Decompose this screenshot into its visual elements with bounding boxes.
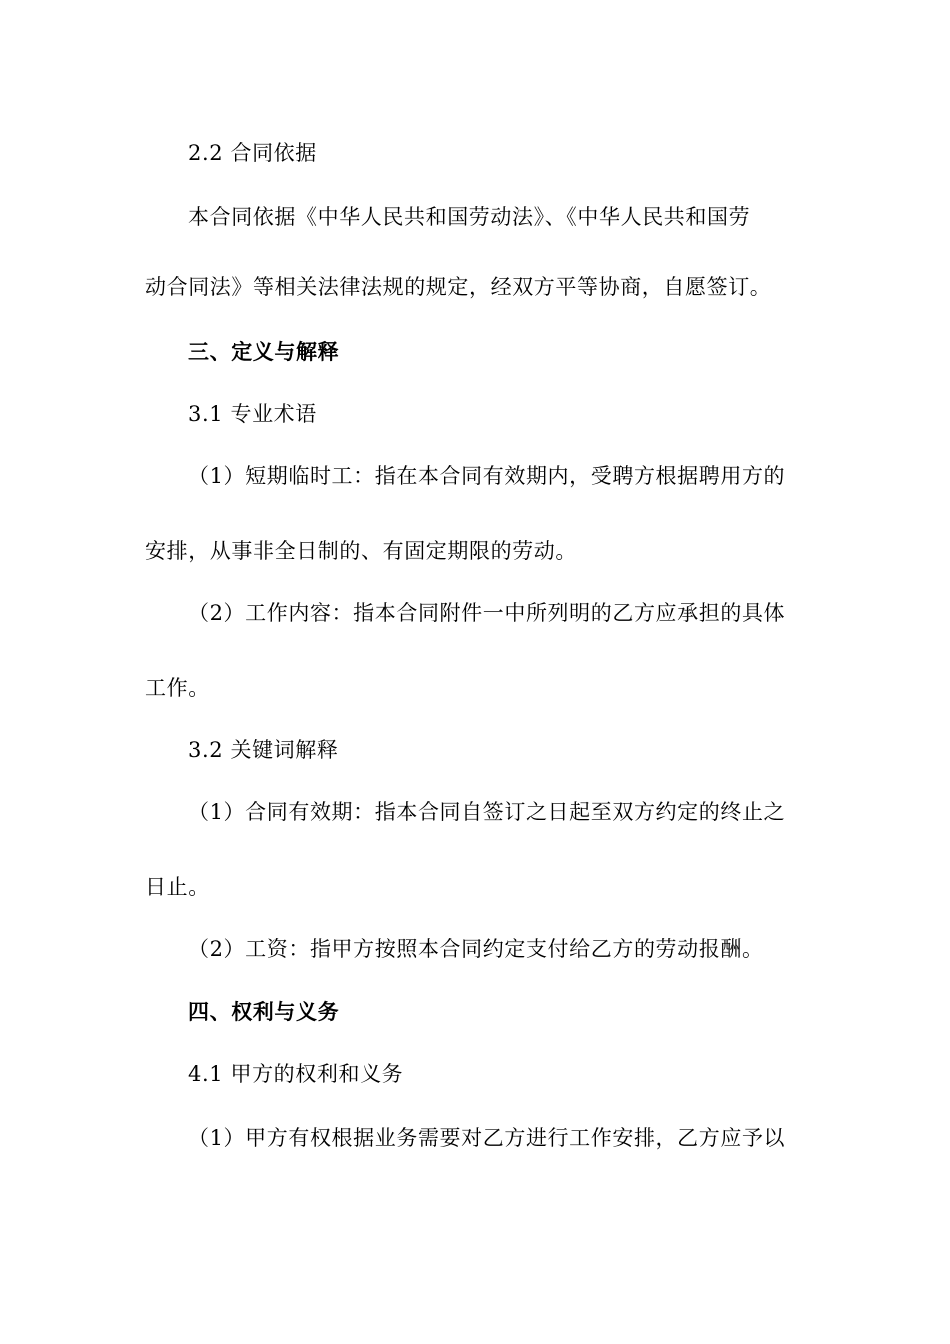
paragraph-line: 日止。 [145,875,210,899]
section-heading-4: 四、权利与义务 [188,999,340,1024]
paragraph-line: 安排，从事非全日制的、有固定期限的劳动。 [145,539,577,563]
paragraph-line: （1）短期临时工：指在本合同有效期内，受聘方根据聘用方的 [188,464,786,488]
paragraph-line: 动合同法》等相关法律法规的规定，经双方平等协商，自愿签订。 [145,275,772,299]
subsection-heading-3-2: 3.2 关键词解释 [188,738,339,762]
paragraph-line: （1）合同有效期：指本合同自签订之日起至双方约定的终止之 [188,800,786,824]
subsection-heading-3-1: 3.1 专业术语 [188,402,317,426]
section-heading-3: 三、定义与解释 [188,339,340,364]
paragraph-line: （1）甲方有权根据业务需要对乙方进行工作安排，乙方应予以 [188,1126,786,1150]
subsection-heading-4-1: 4.1 甲方的权利和义务 [188,1062,404,1086]
subsection-heading-2-2: 2.2 合同依据 [188,141,317,165]
paragraph-line: （2）工资：指甲方按照本合同约定支付给乙方的劳动报酬。 [188,937,764,961]
paragraph-line: （2）工作内容：指本合同附件一中所列明的乙方应承担的具体 [188,601,786,625]
paragraph-line: 工作。 [145,676,210,700]
paragraph-line: 本合同依据《中华人民共和国劳动法》、《中华人民共和国劳 [188,205,751,229]
